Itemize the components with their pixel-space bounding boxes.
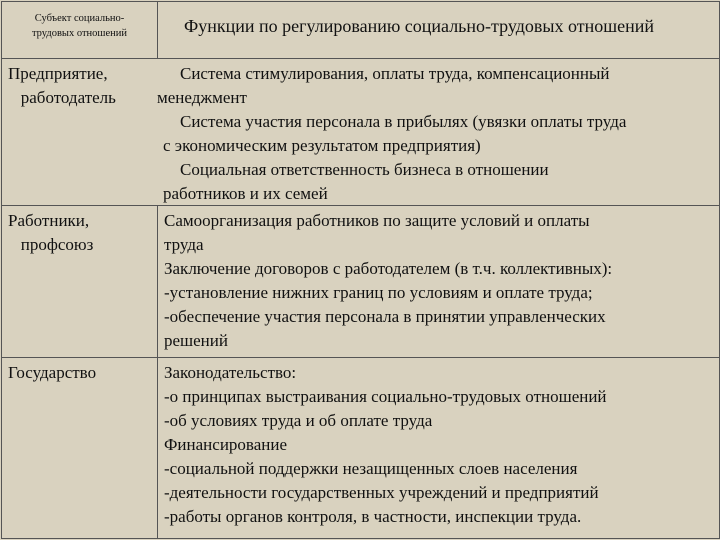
row-functions	[158, 206, 719, 353]
function-line: Система участия персонала в прибылях (увязки оплаты труда	[163, 112, 627, 131]
function-line: -установление нижних границ по условиям и оплате труда;	[164, 283, 593, 302]
row-functions	[157, 62, 627, 206]
header-functions-label: Функции по регулированию социально-трудовых отношений	[184, 16, 654, 36]
function-line: решений	[164, 331, 228, 350]
function-line: -работы органов контроля, в частности, инспекции труда.	[164, 507, 582, 526]
subject-cell	[2, 358, 158, 539]
function-line: Система стимулирования, оплаты труда, компенсационный	[163, 64, 610, 83]
function-line: труда	[164, 235, 204, 254]
enterprise-cell	[2, 59, 720, 206]
functions-cell	[158, 206, 720, 358]
row-subject: Государство	[8, 363, 97, 382]
table-row	[2, 59, 720, 206]
row-subject: Предприятие, работодатель	[8, 64, 116, 107]
table-header-row	[2, 2, 720, 59]
table-row	[2, 358, 720, 539]
function-line: Заключение договоров с работодателем (в т.ч. коллективных):	[164, 259, 613, 278]
table-row	[2, 206, 720, 358]
function-line: -обеспечение участия персонала в принятии управленческих	[164, 307, 606, 326]
function-line: Финансирование	[164, 435, 288, 454]
function-line: работников и их семей	[163, 184, 328, 203]
functions-cell	[158, 358, 720, 539]
header-subject-cell	[2, 2, 158, 59]
regulation-table	[1, 1, 720, 539]
header-subject-label: Субъект социально- трудовых отношений	[31, 13, 128, 39]
function-line: менеджмент	[157, 88, 247, 107]
function-line: с экономическим результатом предприятия)	[163, 136, 481, 155]
function-line: -деятельности государственных учреждений и предприятий	[164, 483, 599, 502]
function-line: Самоорганизация работников по защите условий и оплаты	[164, 211, 590, 230]
row-subject: Работники, профсоюз	[8, 211, 94, 254]
function-line: -о принципах выстраивания социально-трудовых отношений	[164, 387, 607, 406]
function-line: -об условиях труда и об оплате труда	[164, 411, 433, 430]
function-line: -социальной поддержки незащищенных слоев населения	[164, 459, 578, 478]
function-line: Социальная ответственность бизнеса в отношении	[163, 160, 549, 179]
row-functions	[158, 358, 719, 529]
subject-cell	[2, 206, 158, 358]
function-line: Законодательство:	[164, 363, 297, 382]
header-functions-cell	[158, 2, 720, 59]
